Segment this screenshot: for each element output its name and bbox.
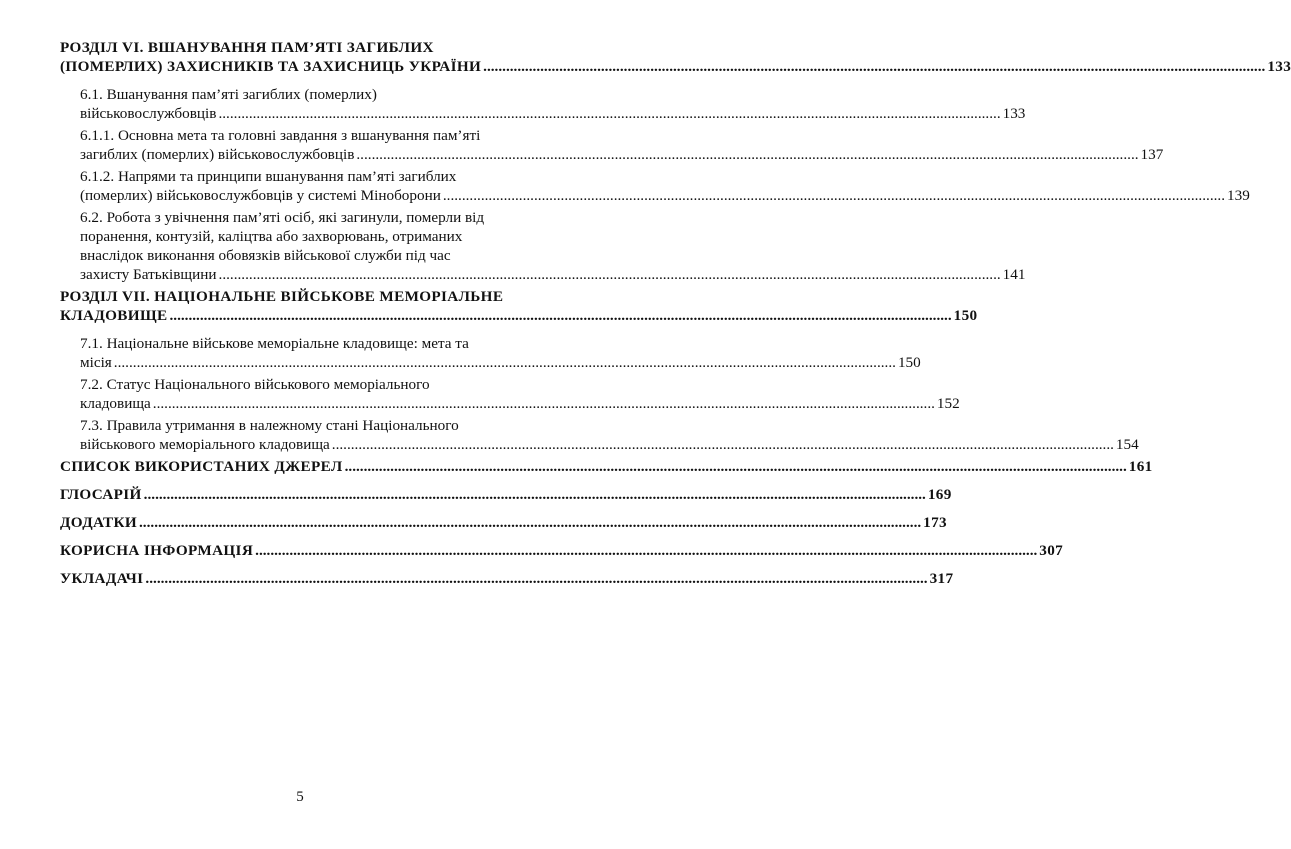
dot-leader	[153, 395, 935, 412]
toc-page-number: 173	[923, 514, 947, 531]
toc-entry-text: РОЗДІЛ VII. НАЦІОНАЛЬНЕ ВІЙСЬКОВЕ МЕМОРІАЛЬНЕ	[60, 288, 504, 305]
dot-leader	[356, 146, 1138, 163]
table-of-contents	[60, 38, 1291, 597]
toc-leader-row	[60, 457, 1153, 476]
dot-leader	[139, 514, 921, 531]
toc-leader-row	[80, 394, 960, 413]
toc-leader-row	[60, 306, 978, 325]
toc-leader-row	[60, 485, 952, 504]
toc-page-number: 161	[1128, 458, 1153, 475]
toc-page-number: 141	[1002, 266, 1026, 283]
toc-page-number: 137	[1140, 146, 1164, 163]
toc-subsection-entry	[60, 126, 1164, 164]
toc-entry-text: РОЗДІЛ VI. ВШАНУВАННЯ ПАМ’ЯТІ ЗАГИБЛИХ	[60, 39, 434, 56]
toc-entry-text: ДОДАТКИ	[60, 514, 137, 531]
toc-entry-text: 6.1.1. Основна мета та головні завдання з вшанування пам’яті	[80, 127, 481, 144]
toc-entry-text: СПИСОК ВИКОРИСТАНИХ ДЖЕРЕЛ	[60, 458, 343, 475]
toc-leader-row	[80, 265, 1026, 284]
toc-section-entry	[60, 485, 952, 504]
toc-section-entry	[60, 513, 947, 532]
dot-leader	[144, 486, 926, 503]
toc-subsection-entry	[60, 167, 1250, 205]
toc-leader-row	[60, 513, 947, 532]
toc-leader-row	[60, 57, 1291, 76]
toc-subsection-entry	[60, 85, 1026, 123]
toc-page-number: 169	[927, 486, 952, 503]
toc-leader-row	[80, 145, 1164, 164]
toc-entry-text: УКЛАДАЧІ	[60, 570, 144, 587]
toc-entry-text: 6.2. Робота з увічнення пам’яті осіб, які загинули, померли від	[80, 209, 485, 226]
toc-page-number: 139	[1227, 187, 1250, 204]
toc-entry-text: ГЛОСАРІЙ	[60, 486, 142, 503]
toc-entry-text: захисту Батьківщини	[80, 266, 217, 283]
toc-entry-text: (ПОМЕРЛИХ) ЗАХИСНИКІВ ТА ЗАХИСНИЦЬ УКРАЇНИ	[60, 58, 482, 75]
toc-page-number: 152	[936, 395, 960, 412]
toc-page-number: 133	[1267, 58, 1291, 75]
toc-entry-text: КОРИСНА ІНФОРМАЦІЯ	[60, 542, 254, 559]
toc-section-entry	[60, 541, 1064, 560]
toc-leader-row	[60, 541, 1064, 560]
toc-subsection-entry	[60, 375, 960, 413]
toc-entry-text: 6.1.2. Напрями та принципи вшанування пам’яті загиблих	[80, 168, 457, 185]
toc-entry-text: кладовища	[80, 395, 151, 412]
dot-leader	[218, 105, 1000, 122]
toc-page-number: 154	[1115, 436, 1139, 453]
toc-section-entry	[60, 457, 1153, 476]
toc-page-number: 307	[1039, 542, 1064, 559]
dot-leader	[114, 354, 896, 371]
dot-leader	[345, 458, 1127, 475]
dot-leader	[169, 307, 951, 324]
dot-leader	[219, 266, 1001, 283]
toc-entry-text: 6.1. Вшанування пам’яті загиблих (померлих)	[80, 86, 377, 103]
toc-subsection-entry	[60, 208, 1026, 284]
toc-page-number: 150	[953, 307, 978, 324]
toc-leader-row	[60, 569, 954, 588]
toc-page-number: 150	[897, 354, 921, 371]
toc-page-number: 133	[1002, 105, 1026, 122]
toc-entry-text: внаслідок виконання обовязків військової служби під час	[80, 247, 451, 264]
toc-entry-text: військового меморіального кладовища	[80, 436, 330, 453]
toc-subsection-entry	[60, 416, 1139, 454]
toc-entry-text: 7.1. Національне військове меморіальне кладовище: мета та	[80, 335, 469, 352]
dot-leader	[255, 542, 1037, 559]
dot-leader	[332, 436, 1114, 453]
toc-section-entry	[60, 38, 1291, 76]
toc-entry-text: поранення, контузій, каліцтва або захворювань, отриманих	[80, 228, 463, 245]
toc-entry-text: КЛАДОВИЩЕ	[60, 307, 168, 324]
toc-section-entry	[60, 287, 978, 325]
toc-subsection-entry	[60, 334, 921, 372]
toc-entry-text: 7.2. Статус Національного військового меморіального	[80, 376, 430, 393]
dot-leader	[145, 570, 927, 587]
page-number: 5	[296, 789, 304, 805]
toc-entry-text: місія	[80, 354, 112, 371]
toc-leader-row	[80, 186, 1250, 205]
toc-entry-text: 7.3. Правила утримання в належному стані Національного	[80, 417, 459, 434]
toc-page-number: 317	[929, 570, 954, 587]
toc-entry-text: військовослужбовців	[80, 105, 217, 122]
toc-leader-row	[80, 435, 1139, 454]
toc-entry-text: загиблих (померлих) військовослужбовців	[80, 146, 355, 163]
toc-entry-text: (померлих) військовослужбовців у системі Міноборони	[80, 187, 441, 204]
dot-leader	[483, 58, 1265, 75]
toc-leader-row	[80, 104, 1026, 123]
dot-leader	[443, 187, 1225, 204]
toc-leader-row	[80, 353, 921, 372]
toc-section-entry	[60, 569, 954, 588]
